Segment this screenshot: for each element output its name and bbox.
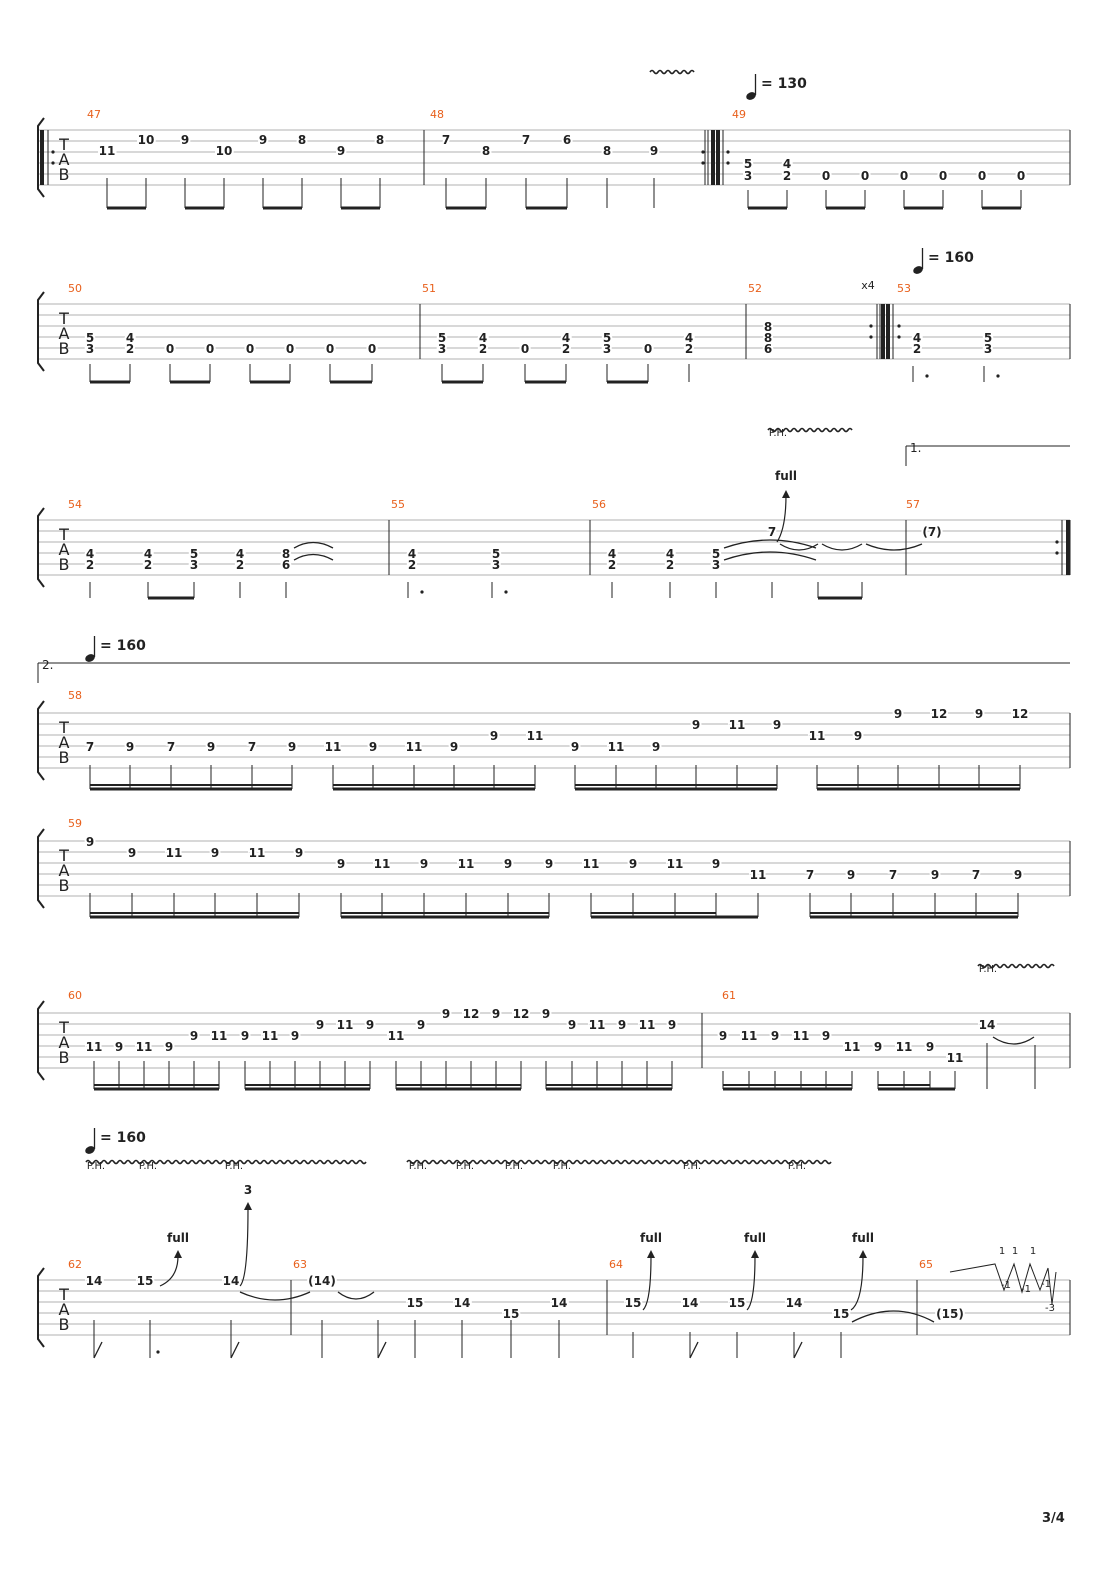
- fret-number: 11: [582, 857, 600, 871]
- fret-number: 14: [453, 1296, 471, 1310]
- fret-number: 9: [772, 718, 782, 732]
- fret-number: 12: [462, 1007, 480, 1021]
- fret-number: 12: [930, 707, 948, 721]
- dotted-note-dot: [420, 590, 423, 593]
- fret-number: 11: [165, 846, 183, 860]
- fret-number: 2: [912, 342, 922, 356]
- bend-label: 3: [243, 1183, 253, 1197]
- tab-clef-b: B: [58, 555, 70, 574]
- fret-number: 9: [125, 740, 135, 754]
- fret-number: 9: [240, 1029, 250, 1043]
- fret-number: 11: [808, 729, 826, 743]
- fret-number: 2: [125, 342, 135, 356]
- note-flag: [794, 1342, 802, 1358]
- vibrato-line: [650, 71, 694, 74]
- fret-number: 10: [215, 143, 233, 158]
- bend-curve: [160, 1256, 178, 1286]
- note-flag: [231, 1342, 239, 1358]
- fret-number: 8: [763, 331, 773, 345]
- repeat-dot: [701, 161, 704, 164]
- fret-number: 0: [860, 169, 870, 183]
- bar-number: 58: [68, 689, 82, 702]
- fret-number: 4: [912, 331, 922, 345]
- fret-number: 14: [222, 1274, 240, 1288]
- tab-staff: [38, 841, 1070, 896]
- fret-number: 11: [749, 868, 767, 882]
- fret-number: 14: [681, 1296, 699, 1310]
- fret-number: 3: [983, 342, 993, 356]
- tab-clef-a: A: [58, 324, 70, 343]
- fret-number: 3: [491, 558, 501, 572]
- fret-number: 14: [550, 1296, 568, 1310]
- palm-mute-label: P.H.: [978, 964, 998, 975]
- tab-clef-b: B: [58, 1315, 70, 1334]
- fret-number: 8: [763, 320, 773, 334]
- fret-number: 11: [387, 1029, 405, 1043]
- fret-number: 11: [405, 740, 423, 754]
- fret-number: 11: [373, 857, 391, 871]
- fret-number: 5: [437, 331, 447, 345]
- tab-clef-t: T: [59, 525, 69, 544]
- fret-number: 0: [1016, 169, 1026, 183]
- fret-number: 3: [437, 342, 447, 356]
- bar-number: 51: [422, 282, 436, 295]
- fret-number: 6: [562, 132, 572, 147]
- fret-number: 12: [512, 1007, 530, 1021]
- fret-number: 0: [520, 342, 530, 356]
- fret-number: 9: [290, 1029, 300, 1043]
- fret-number: 3: [743, 169, 753, 183]
- bend-arrow-icon: [647, 1250, 655, 1258]
- fret-number: 9: [628, 857, 638, 871]
- fret-number: 14: [785, 1296, 803, 1310]
- tab-clef-t: T: [59, 718, 69, 737]
- bend-label: full: [640, 1231, 662, 1245]
- tab-clef-a: A: [58, 1300, 70, 1319]
- fret-number: 11: [248, 846, 266, 860]
- fret-number: 10: [137, 132, 155, 147]
- bar-number: 61: [722, 989, 736, 1002]
- fret-number: 9: [180, 132, 190, 147]
- fret-number: 0: [205, 342, 215, 356]
- fret-number: 9: [449, 740, 459, 754]
- bar-number: 47: [87, 108, 101, 121]
- fret-number: 4: [125, 331, 135, 345]
- tab-clef-t: T: [59, 846, 69, 865]
- repeat-dot: [1055, 551, 1058, 554]
- fret-number: 11: [607, 740, 625, 754]
- repeat-dot: [1055, 540, 1058, 543]
- fret-number: 11: [666, 857, 684, 871]
- fret-number: 9: [416, 1018, 426, 1032]
- bend-arrow-icon: [751, 1250, 759, 1258]
- fret-number: 5: [491, 547, 501, 561]
- fret-number: 9: [974, 707, 984, 721]
- fret-number: 7: [247, 740, 257, 754]
- fret-number: 9: [368, 740, 378, 754]
- fret-number: 5: [189, 547, 199, 561]
- fret-number: 2: [684, 342, 694, 356]
- fret-number: 5: [602, 331, 612, 345]
- whammy-value: 1: [1029, 1246, 1037, 1257]
- palm-mute-label: P.H.: [138, 1161, 158, 1172]
- fret-number: 9: [770, 1029, 780, 1043]
- fret-number: 15: [502, 1307, 520, 1321]
- fret-number: 9: [189, 1029, 199, 1043]
- fret-number: (7): [922, 525, 942, 539]
- fret-number: 0: [821, 169, 831, 183]
- bar-number: 54: [68, 498, 82, 511]
- fret-number: 7: [888, 868, 898, 882]
- bend-arrow-icon: [859, 1250, 867, 1258]
- fret-number: 0: [899, 169, 909, 183]
- tie: [240, 1292, 310, 1300]
- whammy-value: 1: [1011, 1246, 1019, 1257]
- fret-number: 11: [210, 1029, 228, 1043]
- fret-number: 11: [946, 1051, 964, 1065]
- fret-number: 9: [821, 1029, 831, 1043]
- fret-number: 15: [832, 1307, 850, 1321]
- fret-number: 9: [567, 1018, 577, 1032]
- tie: [294, 543, 333, 549]
- fret-number: 11: [135, 1040, 153, 1054]
- fret-number: 9: [853, 729, 863, 743]
- tab-clef-t: T: [59, 1285, 69, 1304]
- repeat-dot: [51, 161, 54, 164]
- fret-number: 11: [98, 143, 116, 158]
- fret-number: 9: [651, 740, 661, 754]
- fret-number: 4: [561, 331, 571, 345]
- whammy-value: -1: [1021, 1284, 1031, 1295]
- repeat-dot: [726, 161, 729, 164]
- fret-number: 15: [136, 1274, 154, 1288]
- fret-number: 11: [740, 1029, 758, 1043]
- dotted-note-dot: [925, 374, 928, 377]
- fret-number: 11: [336, 1018, 354, 1032]
- fret-number: 9: [873, 1040, 883, 1054]
- fret-number: 11: [457, 857, 475, 871]
- bend-label: full: [775, 469, 797, 483]
- whammy-value: -1: [1001, 1280, 1011, 1291]
- dotted-note-dot: [504, 590, 507, 593]
- bar-number: 55: [391, 498, 405, 511]
- tab-clef-b: B: [58, 748, 70, 767]
- fret-number: 4: [782, 157, 792, 171]
- bar-number: 56: [592, 498, 606, 511]
- tie: [294, 555, 333, 561]
- fret-number: 15: [728, 1296, 746, 1310]
- repeat-count: x4: [861, 279, 875, 292]
- fret-number: 5: [983, 331, 993, 345]
- tab-clef-b: B: [58, 339, 70, 358]
- fret-number: 14: [978, 1018, 996, 1032]
- fret-number: 4: [607, 547, 617, 561]
- palm-mute-label: P.H.: [768, 428, 788, 439]
- fret-number: 11: [638, 1018, 656, 1032]
- fret-number: 2: [407, 558, 417, 572]
- fret-number: 9: [570, 740, 580, 754]
- bend-label: full: [852, 1231, 874, 1245]
- fret-number: 9: [711, 857, 721, 871]
- dotted-note-dot: [156, 1350, 159, 1353]
- repeat-dot: [897, 324, 900, 327]
- fret-number: 11: [261, 1029, 279, 1043]
- repeat-dot: [869, 335, 872, 338]
- fret-number: 9: [127, 846, 137, 860]
- fret-number: 9: [441, 1007, 451, 1021]
- bend-curve: [777, 495, 786, 542]
- fret-number: 7: [85, 740, 95, 754]
- palm-mute-label: P.H.: [408, 1161, 428, 1172]
- bend-arrow-icon: [174, 1250, 182, 1258]
- fret-number: (15): [936, 1307, 964, 1321]
- repeat-dot: [869, 324, 872, 327]
- fret-number: 4: [235, 547, 245, 561]
- fret-number: 11: [324, 740, 342, 754]
- repeat-dot: [897, 335, 900, 338]
- whammy-value: 1: [998, 1246, 1006, 1257]
- tempo-marking: = 130: [761, 76, 807, 92]
- repeat-dot: [701, 150, 704, 153]
- fret-number: 2: [665, 558, 675, 572]
- palm-mute-label: P.H.: [787, 1161, 807, 1172]
- tempo-marking: = 160: [100, 1130, 146, 1146]
- fret-number: 12: [1011, 707, 1029, 721]
- fret-number: 2: [561, 342, 571, 356]
- fret-number: 5: [85, 331, 95, 345]
- fret-number: 15: [624, 1296, 642, 1310]
- volta-label: 2.: [42, 658, 54, 672]
- tab-clef-a: A: [58, 733, 70, 752]
- fret-number: 4: [407, 547, 417, 561]
- tempo-marking: = 160: [100, 638, 146, 654]
- fret-number: 9: [544, 857, 554, 871]
- palm-mute-label: P.H.: [504, 1161, 524, 1172]
- bar-number: 50: [68, 282, 82, 295]
- fret-number: 9: [206, 740, 216, 754]
- bar-number: 60: [68, 989, 82, 1002]
- palm-mute-label: P.H.: [552, 1161, 572, 1172]
- fret-number: 9: [893, 707, 903, 721]
- fret-number: 2: [85, 558, 95, 572]
- fret-number: 11: [526, 729, 544, 743]
- fret-number: 4: [478, 331, 488, 345]
- tie: [866, 544, 922, 550]
- fret-number: 7: [805, 868, 815, 882]
- note-flag: [378, 1342, 386, 1358]
- fret-number: 7: [441, 132, 451, 147]
- bar-number: 59: [68, 817, 82, 830]
- fret-number: 8: [481, 143, 491, 158]
- fret-number: 2: [143, 558, 153, 572]
- fret-number: 7: [971, 868, 981, 882]
- fret-number: 0: [367, 342, 377, 356]
- page-number: 3/4: [1042, 1511, 1065, 1526]
- fret-number: 9: [718, 1029, 728, 1043]
- tie: [993, 1037, 1034, 1044]
- fret-number: 9: [258, 132, 268, 147]
- tab-clef-a: A: [58, 150, 70, 169]
- tab-clef-b: B: [58, 876, 70, 895]
- palm-mute-label: P.H.: [682, 1161, 702, 1172]
- fret-number: 9: [503, 857, 513, 871]
- bar-number: 49: [732, 108, 746, 121]
- fret-number: 9: [315, 1018, 325, 1032]
- fret-number: 3: [711, 558, 721, 572]
- fret-number: 0: [285, 342, 295, 356]
- tab-staff: [38, 130, 1070, 185]
- fret-number: 4: [684, 331, 694, 345]
- fret-number: 9: [365, 1018, 375, 1032]
- tab-clef-a: A: [58, 861, 70, 880]
- tab-clef-t: T: [59, 1018, 69, 1037]
- fret-number: 9: [85, 835, 95, 849]
- tab-clef-t: T: [59, 309, 69, 328]
- bar-number: 57: [906, 498, 920, 511]
- fret-number: 4: [665, 547, 675, 561]
- fret-number: 8: [281, 547, 291, 561]
- fret-number: 8: [297, 132, 307, 147]
- fret-number: 9: [930, 868, 940, 882]
- bar-number: 48: [430, 108, 444, 121]
- fret-number: 8: [602, 143, 612, 158]
- bend-curve: [240, 1208, 248, 1286]
- fret-number: 7: [521, 132, 531, 147]
- tab-clef-t: T: [59, 135, 69, 154]
- bend-arrow-icon: [782, 490, 790, 498]
- tab-clef-b: B: [58, 1048, 70, 1067]
- palm-mute-label: P.H.: [455, 1161, 475, 1172]
- fret-number: 4: [85, 547, 95, 561]
- repeat-dot: [726, 150, 729, 153]
- fret-number: 5: [711, 547, 721, 561]
- fret-number: 9: [617, 1018, 627, 1032]
- tie: [822, 544, 862, 550]
- fret-number: 9: [336, 143, 346, 158]
- tab-staff: [38, 713, 1070, 768]
- fret-number: 9: [294, 846, 304, 860]
- fret-number: 9: [489, 729, 499, 743]
- tempo-marking: = 160: [928, 250, 974, 266]
- bend-label: full: [744, 1231, 766, 1245]
- fret-number: 2: [782, 169, 792, 183]
- fret-number: 9: [667, 1018, 677, 1032]
- fret-number: 9: [491, 1007, 501, 1021]
- whammy-value: -1: [1041, 1279, 1051, 1290]
- fret-number: 14: [85, 1274, 103, 1288]
- fret-number: 9: [1013, 868, 1023, 882]
- fret-number: 0: [245, 342, 255, 356]
- bend-label: full: [167, 1231, 189, 1245]
- bar-number: 64: [609, 1258, 623, 1271]
- fret-number: 6: [763, 342, 773, 356]
- dotted-note-dot: [996, 374, 999, 377]
- fret-number: 9: [336, 857, 346, 871]
- fret-number: 2: [607, 558, 617, 572]
- tab-clef-a: A: [58, 1033, 70, 1052]
- fret-number: 2: [478, 342, 488, 356]
- tie: [724, 540, 816, 548]
- note-flag: [94, 1342, 102, 1358]
- fret-number: 11: [895, 1040, 913, 1054]
- fret-number: 9: [649, 143, 659, 158]
- palm-mute-label: P.H.: [86, 1161, 106, 1172]
- bar-number: 53: [897, 282, 911, 295]
- tab-clef-b: B: [58, 165, 70, 184]
- fret-number: 2: [235, 558, 245, 572]
- fret-number: 0: [938, 169, 948, 183]
- fret-number: 11: [728, 718, 746, 732]
- fret-number: 9: [541, 1007, 551, 1021]
- fret-number: 3: [85, 342, 95, 356]
- fret-number: 6: [281, 558, 291, 572]
- palm-mute-label: P.H.: [224, 1161, 244, 1172]
- bar-number: 52: [748, 282, 762, 295]
- volta-label: 1.: [910, 441, 922, 455]
- fret-number: 0: [977, 169, 987, 183]
- fret-number: 11: [588, 1018, 606, 1032]
- fret-number: 9: [210, 846, 220, 860]
- fret-number: 11: [85, 1040, 103, 1054]
- fret-number: 11: [843, 1040, 861, 1054]
- fret-number: 9: [925, 1040, 935, 1054]
- bar-number: 63: [293, 1258, 307, 1271]
- fret-number: (14): [308, 1274, 336, 1288]
- fret-number: 7: [767, 525, 777, 539]
- note-flag: [690, 1342, 698, 1358]
- bar-number: 65: [919, 1258, 933, 1271]
- fret-number: 3: [189, 558, 199, 572]
- fret-number: 4: [143, 547, 153, 561]
- fret-number: 5: [743, 157, 753, 171]
- bend-arrow-icon: [244, 1202, 252, 1210]
- fret-number: 9: [419, 857, 429, 871]
- whammy-value: -3: [1045, 1303, 1055, 1314]
- fret-number: 11: [792, 1029, 810, 1043]
- fret-number: 8: [375, 132, 385, 147]
- fret-number: 9: [846, 868, 856, 882]
- vibrato-line: [86, 1161, 366, 1164]
- fret-number: 9: [287, 740, 297, 754]
- fret-number: 9: [114, 1040, 124, 1054]
- fret-number: 0: [643, 342, 653, 356]
- fret-number: 15: [406, 1296, 424, 1310]
- tie: [338, 1292, 374, 1299]
- bar-number: 62: [68, 1258, 82, 1271]
- fret-number: 9: [691, 718, 701, 732]
- fret-number: 7: [166, 740, 176, 754]
- fret-number: 0: [165, 342, 175, 356]
- repeat-dot: [51, 150, 54, 153]
- tab-clef-a: A: [58, 540, 70, 559]
- tie: [780, 544, 818, 550]
- fret-number: 9: [164, 1040, 174, 1054]
- fret-number: 0: [325, 342, 335, 356]
- fret-number: 3: [602, 342, 612, 356]
